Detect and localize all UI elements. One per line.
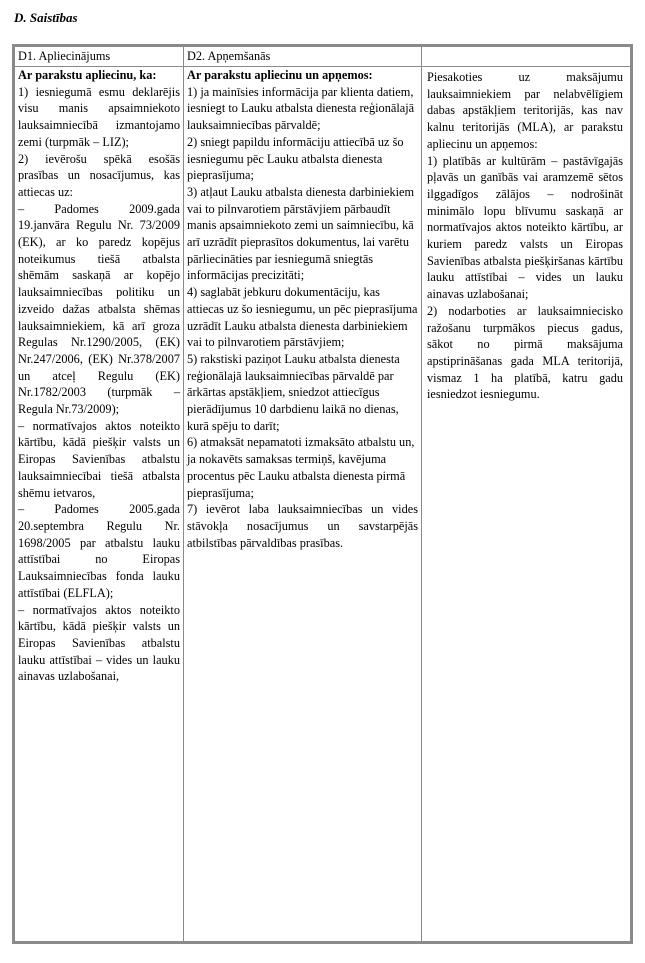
d1-heading: Ar parakstu apliecinu, ka: <box>18 68 157 82</box>
d2-paragraph: 7) ievērot laba lauksaimniecības un vides stāvokļa nosacījumus un savstarpējās atbilstības pārvaldības prasības. <box>187 502 418 550</box>
table-header-row <box>15 47 631 67</box>
d1-paragraph: – Padomes 2005.gada 20.septembra Regulu Nr. 1698/2005 par atbalstu lauku attīstībai no Eiropas Lauksaimniecības fonda lauku attīstībai (ELFLA); <box>18 502 180 600</box>
d1-paragraph: 1) iesniegumā esmu deklarējis visu manis apsaimniekoto lauksaimniecībā izmantojamo zemi (turpmāk – LIZ); <box>18 84 180 149</box>
d2-heading: Ar parakstu apliecinu un apņemos: <box>187 68 373 82</box>
d2-paragraph: 5) rakstiski paziņot Lauku atbalsta dienesta reģionālajā lauksaimniecības pārvaldē par ārkārtas apstākļiem, sniedzot attiecīgus pierādījumus 10 darbdienu laikā no dienas, kurā spēju to darīt; <box>187 351 400 433</box>
d2-paragraph: 1) ja mainīsies informācija par klienta datiem, iesniegt to Lauku atbalsta dienesta reģionālajā lauksaimniecības pārvaldē; <box>187 84 415 133</box>
table-body-row <box>15 67 631 942</box>
column-header-d2: D2. Apņemšanās <box>184 47 422 67</box>
d2-paragraph: 3) atļaut Lauku atbalsta dienesta darbiniekiem vai to pilnvarotiem pārstāvjiem pārbaudīt manis apsaimniekoto zemi un saimniecību, kā arī uzrādīt pieprasītos dokumentus, lai varētu pārliecināties par iesniegumā sniegtās informācijas precizitāti; <box>187 184 415 283</box>
d1-paragraph: – normatīvajos aktos noteikto kārtību, kādā piešķir valsts un Eiropas Savienības atbalstu lauku attīstībai – vides un lauku ainavas uzlabošanai, <box>18 602 180 684</box>
d1-cell <box>15 67 184 942</box>
d2-paragraph: 6) atmaksāt nepamatoti izmaksāto atbalstu un, ja nokavēts samaksas termiņš, kavējuma procentus pēc Lauku atbalsta dienesta pirmā pieprasījuma; <box>187 435 415 500</box>
d3-cell <box>422 67 631 942</box>
d2-paragraph: 2) sniegt papildu informāciju attiecībā uz šo iesniegumu pēc Lauku atbalsta dienesta pieprasījuma; <box>187 134 404 183</box>
d2-paragraph: 4) saglabāt jebkuru dokumentāciju, kas attiecas uz šo iesniegumu, un pēc pieprasījuma uzrādīt Lauku atbalsta dienesta darbiniekiem vai to pilnvarotiem pārstāvjiem; <box>187 285 418 350</box>
d1-paragraph: – Padomes 2009.gada 19.janvāra Regulu Nr. 73/2009 (EK), ar ko paredz kopējus noteikumus tiešā atbalsta shēmām saskaņā ar kopējo lauksaimniecības politiku un izveido dažas atbalsta shēmas lauksaimniekiem, kā arī groza Regulas Nr.1290/2005, (EK) Nr.247/2006, (EK) Nr.378/2007 un atceļ Regulu (EK) Nr.1782/2003 (turpmāk – Regula Nr.73/2009); <box>18 201 180 417</box>
d2-cell <box>184 67 422 942</box>
d1-paragraph: 2) ievērošu spēkā esošās prasības un nosacījumus, kas attiecas uz: <box>18 151 180 199</box>
section-title: D. Saistības <box>14 10 78 25</box>
commitments-table <box>12 44 633 944</box>
column-header-d3 <box>422 47 631 67</box>
column-header-d1: D1. Apliecinājums <box>15 47 184 67</box>
d1-paragraph: – normatīvajos aktos noteikto kārtību, kādā piešķir valsts un Eiropas Savienības atbalstu lauksaimniecībai tiešā atbalsta shēmu ietvaros, <box>18 418 180 500</box>
d3-paragraph: 1) platībās ar kultūrām – pastāvīgajās pļavās un ganībās vai aramzemē sētos ilggadīgos zālājos – nodrošināt minimālo lopu blīvumu saskaņā ar normatīvajos aktos noteikto kārtību, ar kuriem paredz valsts un Eiropas Savienības atbalsta piešķiršanas kārtību lauku attīstībai – vides un lauku ainavas uzlabošanai; <box>427 153 623 302</box>
d3-paragraph: 2) nodarboties ar lauksaimniecisko ražošanu turpmākos piecus gadus, sākot no pirmā maksājuma apstiprināšanas gada MLA teritorijā, vismaz 1 ha platībā, katru gadu iesniedzot iesniegumu. <box>427 303 623 402</box>
d3-paragraph: Piesakoties uz maksājumu lauksaimniekiem par nelabvēlīgiem dabas apstākļiem teritorijās, kas nav kalnu teritorijās (MLA), ar parakstu apliecinu un apņemos: <box>427 70 623 151</box>
